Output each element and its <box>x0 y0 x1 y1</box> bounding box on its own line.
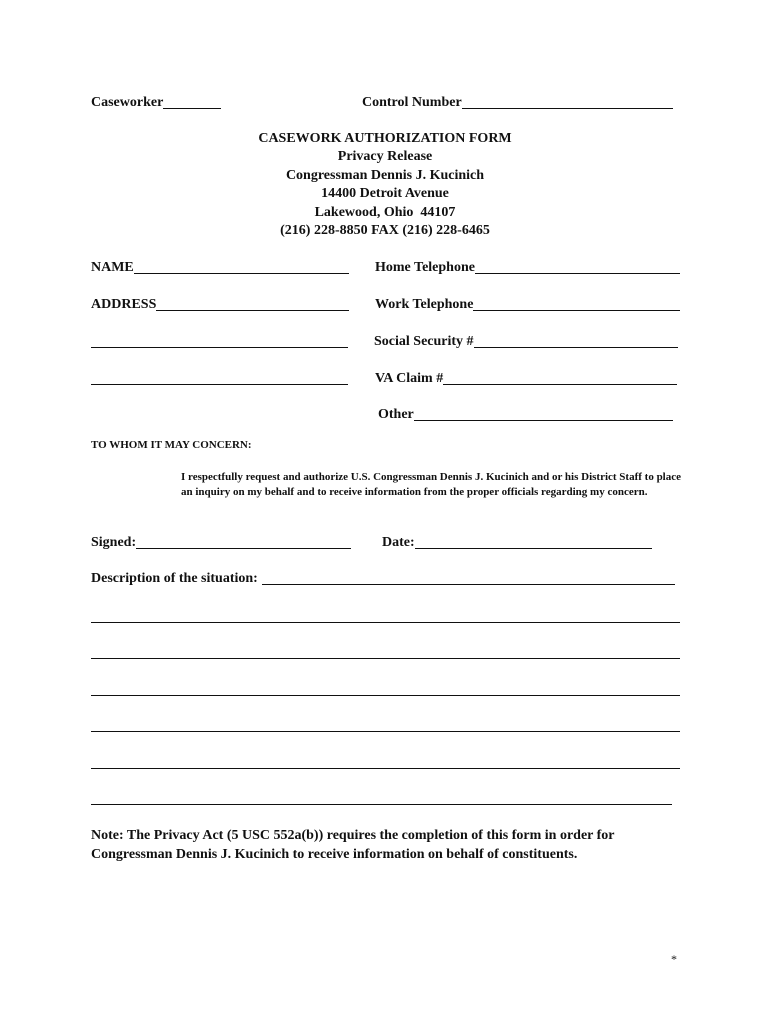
name-label: NAME <box>91 260 134 275</box>
authorization-text: I respectfully request and authorize U.S. Congressman Dennis J. Kucinich and or his District Staff to place an inquiry on my behalf and to receive information from the proper officials regarding my concern. <box>181 471 682 498</box>
description-line-1[interactable] <box>91 622 680 623</box>
date-blank[interactable] <box>415 534 652 549</box>
office-phone-fax: (216) 228-8850 FAX (216) 228-6465 <box>280 223 490 239</box>
privacy-act-note: Note: The Privacy Act (5 USC 552a(b)) requires the completion of this form in order for Congressman Dennis J. Kucinich to receive information on behalf of constituents. <box>91 828 615 862</box>
description-line-2[interactable] <box>91 658 680 659</box>
other-label: Other <box>378 407 414 422</box>
va-claim-field[interactable] <box>375 370 677 388</box>
office-city: Lakewood, Ohio 44107 <box>314 204 456 220</box>
signed-blank[interactable] <box>136 534 351 549</box>
home-telephone-label: Home Telephone <box>375 260 475 275</box>
office-street: 14400 Detroit Avenue <box>321 186 449 202</box>
caseworker-blank[interactable] <box>163 94 221 109</box>
description-blank[interactable] <box>262 570 675 585</box>
description-line-6[interactable] <box>91 804 672 805</box>
date-field[interactable] <box>382 534 652 552</box>
work-telephone-field[interactable] <box>375 296 680 314</box>
signed-field[interactable] <box>91 534 351 552</box>
date-label: Date: <box>382 535 415 550</box>
other-field[interactable] <box>378 406 673 424</box>
form-title: CASEWORK AUTHORIZATION FORM <box>258 131 512 146</box>
home-telephone-field[interactable] <box>375 259 680 277</box>
office-name: Congressman Dennis J. Kucinich <box>285 167 485 183</box>
description-field[interactable] <box>91 570 675 588</box>
work-telephone-label: Work Telephone <box>375 297 474 312</box>
description-label: Description of the situation: <box>91 571 258 586</box>
work-telephone-blank[interactable] <box>473 296 680 311</box>
form-subtitle: Privacy Release <box>337 149 433 165</box>
salutation: TO WHOM IT MAY CONCERN: <box>91 439 252 451</box>
footer-asterisk: * <box>671 952 677 966</box>
name-blank[interactable] <box>134 259 349 274</box>
description-line-4[interactable] <box>91 731 680 732</box>
social-security-label: Social Security # <box>374 334 474 349</box>
caseworker-field[interactable] <box>91 94 221 112</box>
address-label: ADDRESS <box>91 297 157 312</box>
va-claim-blank[interactable] <box>443 370 677 385</box>
description-line-3[interactable] <box>91 695 680 696</box>
address-blank[interactable] <box>156 296 349 311</box>
other-blank[interactable] <box>414 406 673 421</box>
address-line-3[interactable] <box>91 384 348 385</box>
signed-label: Signed: <box>91 535 137 550</box>
caseworker-label: Caseworker <box>91 95 164 110</box>
description-line-5[interactable] <box>91 768 680 769</box>
address-field[interactable] <box>91 296 349 314</box>
control-number-blank[interactable] <box>462 94 673 109</box>
title-block <box>0 130 770 240</box>
address-line-2[interactable] <box>91 347 348 348</box>
control-number-label: Control Number <box>362 95 462 110</box>
va-claim-label: VA Claim # <box>375 371 444 386</box>
name-field[interactable] <box>91 259 349 277</box>
home-telephone-blank[interactable] <box>475 259 680 274</box>
social-security-blank[interactable] <box>474 333 678 348</box>
control-number-field[interactable] <box>362 94 673 112</box>
social-security-field[interactable] <box>374 333 678 351</box>
